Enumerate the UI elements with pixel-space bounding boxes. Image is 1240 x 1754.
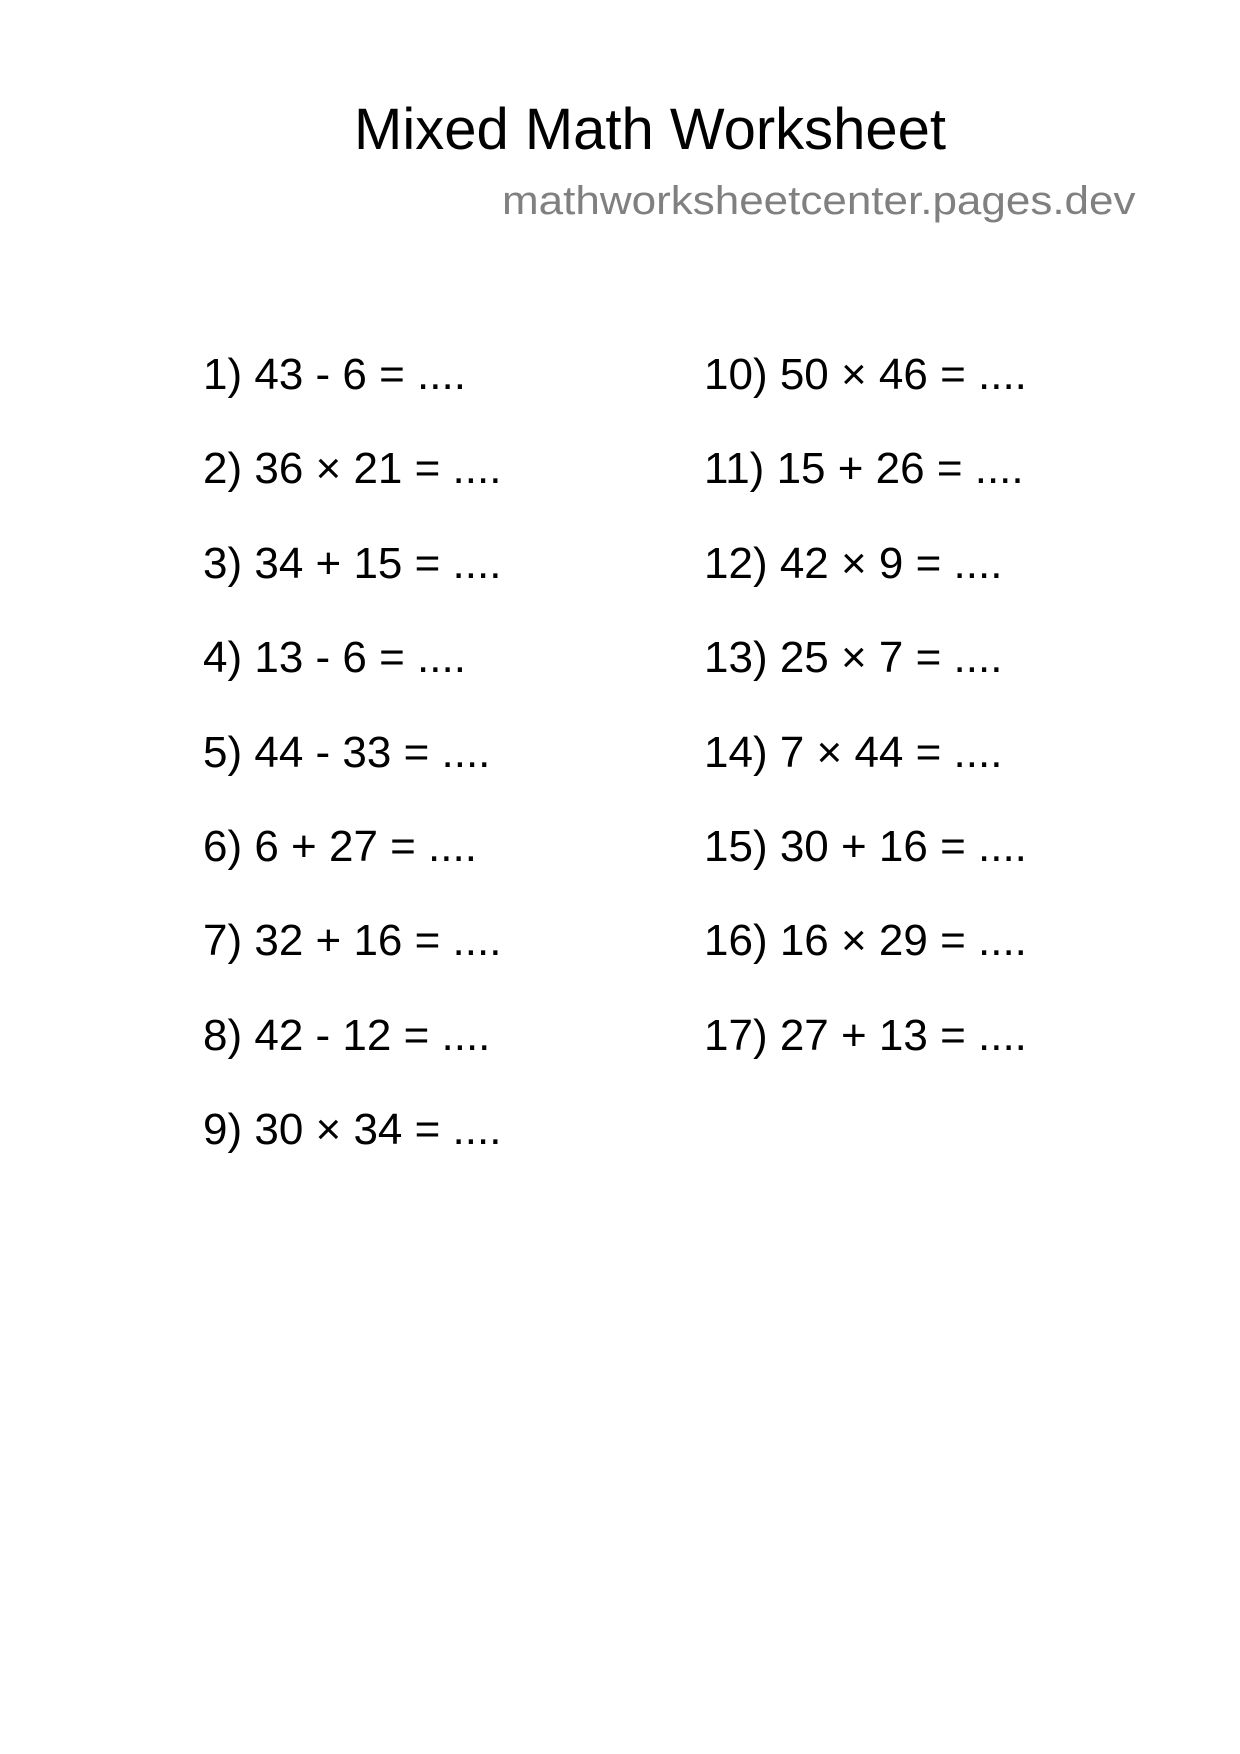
problem-expression: 42 × 9 = ....: [779, 538, 1003, 588]
problem-item: [203, 633, 501, 730]
problem-number: 16): [704, 916, 768, 966]
problem-item: [704, 444, 1027, 541]
problem-number: 7): [203, 916, 243, 966]
problem-expression: 25 × 7 = ....: [779, 633, 1003, 683]
problem-expression: 34 + 15 = ....: [254, 538, 502, 588]
problem-item: [704, 633, 1027, 730]
problem-expression: 50 × 46 = ....: [779, 350, 1027, 399]
problem-item: [203, 444, 502, 541]
problem-expression: 44 - 33 = ....: [254, 727, 491, 777]
problem-item: [203, 1105, 502, 1202]
problem-number: 10): [704, 350, 768, 399]
problem-expression: 15 + 26 = ....: [776, 444, 1024, 494]
problem-expression: 43 - 6 = ....: [254, 350, 466, 399]
problem-number: 8): [203, 1010, 243, 1060]
problem-item: [704, 727, 1027, 825]
problem-number: 9): [203, 1105, 243, 1155]
problem-number: 12): [704, 538, 768, 588]
problem-number: 17): [704, 1010, 768, 1060]
problem-expression: 30 × 34 = ....: [254, 1105, 502, 1155]
problem-item: [203, 350, 501, 447]
problem-number: 15): [704, 821, 768, 871]
problem-item: [704, 821, 1027, 919]
problem-item: [203, 916, 502, 1013]
problem-item: [203, 538, 502, 636]
worksheet-title: Mixed Math Worksheet: [354, 97, 947, 162]
problem-item: [203, 1010, 501, 1108]
problem-number: 6): [203, 821, 243, 871]
problem-expression: 7 × 44 = ....: [779, 727, 1003, 777]
problem-expression: 30 + 16 = ....: [779, 821, 1027, 871]
problem-item: [704, 538, 1027, 636]
problem-number: 3): [203, 538, 243, 588]
problem-number: 13): [704, 633, 768, 683]
problem-number: 11): [704, 444, 765, 494]
problem-item: [203, 821, 501, 919]
problem-item: [203, 727, 501, 825]
problem-number: 1): [203, 350, 243, 399]
problem-number: 5): [203, 727, 243, 777]
problem-item: [704, 350, 1027, 447]
problem-number: 4): [203, 633, 243, 683]
problem-expression: 27 + 13 = ....: [779, 1010, 1027, 1060]
problem-expression: 32 + 16 = ....: [254, 916, 502, 966]
problem-item: [704, 1010, 1027, 1108]
problem-column-left: [203, 350, 502, 1203]
website-credit: mathworksheetcenter.pages.dev: [502, 179, 1136, 223]
problem-expression: 6 + 27 = ....: [254, 821, 477, 871]
problem-expression: 13 - 6 = ....: [254, 633, 466, 683]
problem-column-right: [704, 350, 1027, 1108]
problem-number: 2): [203, 444, 243, 494]
problem-expression: 16 × 29 = ....: [779, 916, 1027, 966]
problem-number: 14): [704, 727, 768, 777]
problem-item: [704, 916, 1027, 1013]
problem-expression: 36 × 21 = ....: [254, 444, 502, 494]
problem-expression: 42 - 12 = ....: [254, 1010, 491, 1060]
